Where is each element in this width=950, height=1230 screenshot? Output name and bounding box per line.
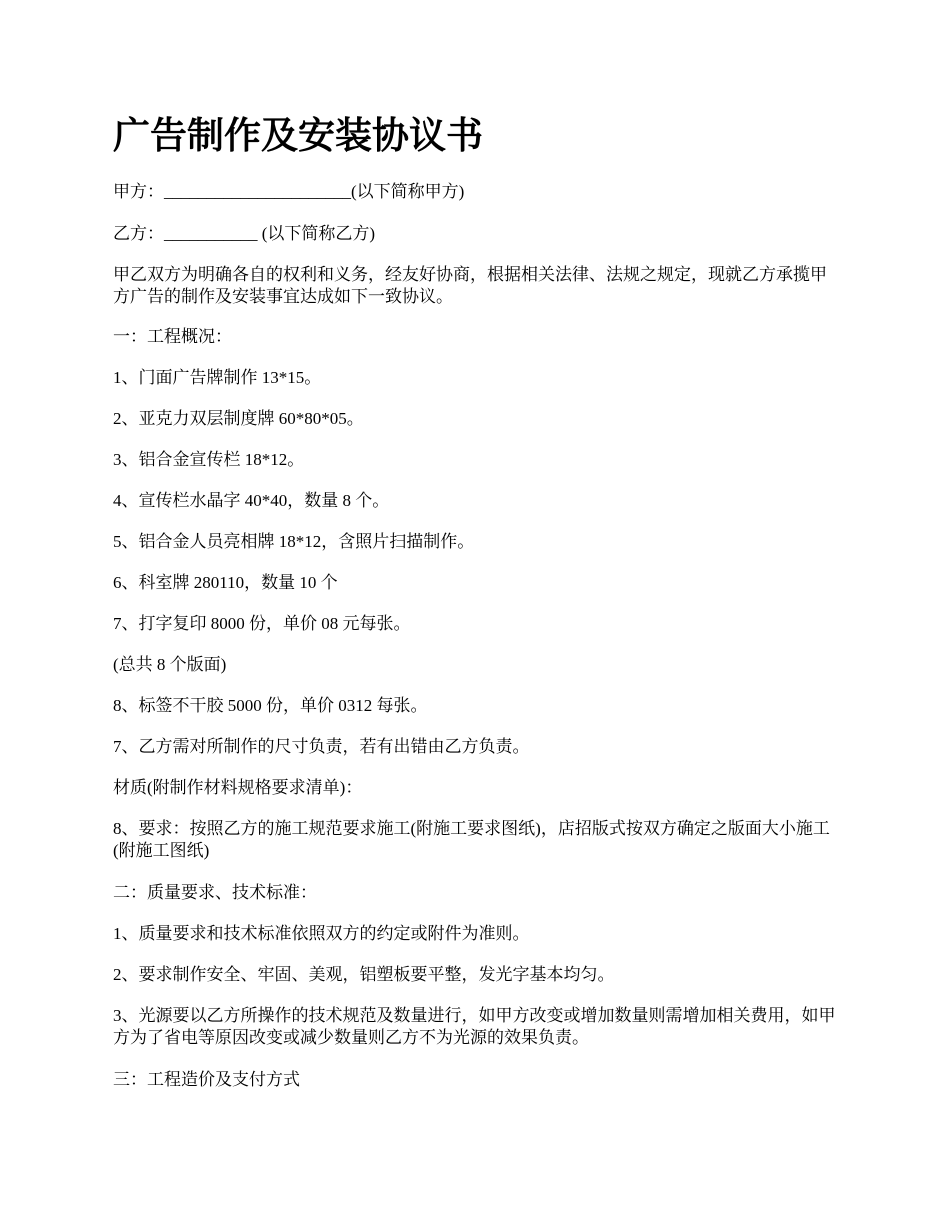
section-1-heading: 一：工程概况： xyxy=(113,327,232,346)
list-item: 2、要求制作安全、牢固、美观，铝塑板要平整，发光字基本均匀。 xyxy=(113,965,615,984)
party-a-line: 甲方：______________________(以下简称甲方) xyxy=(113,182,465,201)
intro-paragraph: 甲乙双方为明确各自的权利和义务，经友好协商，根据相关法律、法规之规定，现就乙方承揽甲方广告的制作及安装事宜达成如下一致协议。 xyxy=(113,265,827,306)
requirements-paragraph: 8、要求：按照乙方的施工规范要求施工(附施工要求图纸)，店招版式按双方确定之版面大小施工(附施工图纸) xyxy=(113,819,830,860)
party-b-line: 乙方：___________ (以下简称乙方) xyxy=(113,224,376,243)
list-item: 4、宣传栏水晶字 40*40，数量 8 个。 xyxy=(113,491,390,510)
section-3-heading: 三：工程造价及支付方式 xyxy=(113,1070,300,1089)
list-item: 8、标签不干胶 5000 份，单价 0312 每张。 xyxy=(113,696,428,715)
list-item: 2、亚克力双层制度牌 60*80*05。 xyxy=(113,409,364,428)
list-item: 3、光源要以乙方所操作的技术规范及数量进行，如甲方改变或增加数量则需增加相关费用，如甲方为了省电等原因改变或减少数量则乙方不为光源的效果负责。 xyxy=(113,1006,836,1047)
section-2-heading: 二：质量要求、技术标准： xyxy=(113,883,317,902)
list-item: 7、打字复印 8000 份，单价 08 元每张。 xyxy=(113,614,411,633)
list-item: 7、乙方需对所制作的尺寸负责，若有出错由乙方负责。 xyxy=(113,737,530,756)
total-note: (总共 8 个版面) xyxy=(113,655,227,674)
document-title: 广告制作及安装协议书 xyxy=(113,113,483,157)
list-item: 5、铝合金人员亮相牌 18*12，含照片扫描制作。 xyxy=(113,532,475,551)
material-line: 材质(附制作材料规格要求清单)： xyxy=(113,778,363,797)
list-item: 6、科室牌 280110，数量 10 个 xyxy=(113,573,338,592)
list-item: 1、质量要求和技术标准依照双方的约定或附件为准则。 xyxy=(113,924,530,943)
list-item: 1、门面广告牌制作 13*15。 xyxy=(113,368,322,387)
list-item: 3、铝合金宣传栏 18*12。 xyxy=(113,450,305,469)
